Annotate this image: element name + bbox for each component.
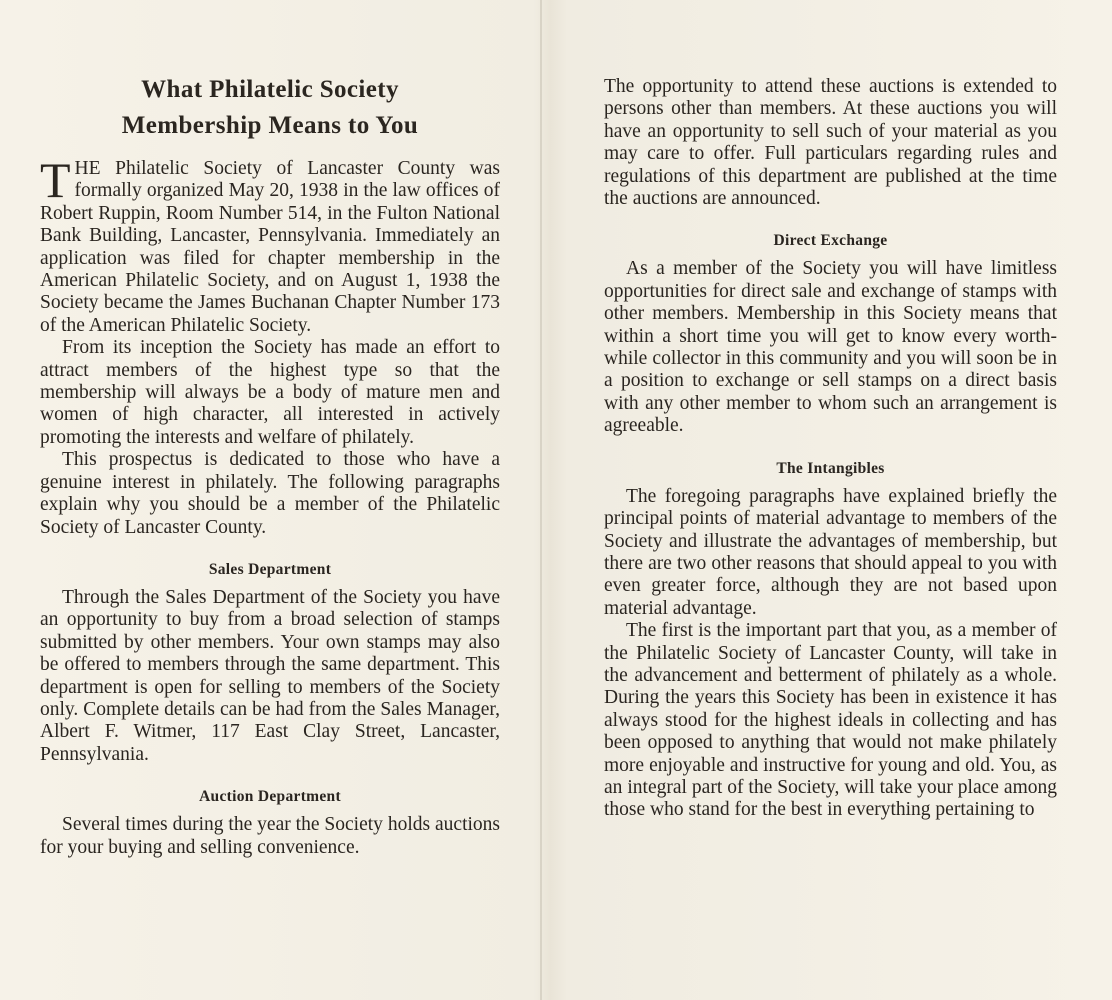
left-page	[0, 0, 540, 1000]
exchange-paragraph: As a member of the Society you will have limitless opportunities for direct sale and exchange of stamps with other members. Membership in this Society means that within a short time you will get to know every worth-while collector in this community and you will soon be in a position to exchange or sell stamps on a direct basis with any other member to whom such an arrangement is agreeable.	[604, 258, 1057, 437]
drop-cap: T	[40, 152, 71, 208]
intangibles-paragraph-1: The foregoing paragraphs have explained briefly the principal points of material advantage to members of the Society and illustrate the advantages of membership, but there are two other reasons that should appeal to you with even greater force, although they are not based upon material advantage.	[604, 485, 1057, 619]
exchange-heading: Direct Exchange	[773, 232, 888, 250]
title-line-2: Membership Means to You	[121, 112, 419, 139]
auction-paragraph: Several times during the year the Society holds auctions for your buying and selling convenience.	[40, 814, 500, 858]
intro-text: HE Philatelic Society of Lancaster County was formally organized May 20, 1938 in the law offices of Robert Ruppin, Room Number 514, in the Fulton National Bank Building, Lancaster, Pennsylvania. Immediately an application was filed for chapter membership in the American Philatelic Society, and on August 1, 1938 the Society became the James Buchanan Chapter Number 173 of the American Philatelic Society.	[40, 158, 500, 336]
auction-continued-paragraph: The opportunity to attend these auctions is extended to persons other than members. At these auctions you will have an opportunity to sell such of your material as you may care to offer. Full particulars regarding rules and regulations of this department are published at the time the auctions are announced.	[604, 76, 1057, 210]
sales-heading: Sales Department	[208, 560, 332, 578]
intangibles-heading: The Intangibles	[776, 459, 885, 477]
intro-paragraph	[40, 152, 500, 337]
inception-paragraph: From its inception the Society has made an effort to attract members of the highest type so that the membership will always be a body of mature men and women of high character, all interested in actively promoting the interests and welfare of philately.	[40, 337, 500, 448]
intangibles-paragraph-2: The first is the important part that you, as a member of the Philatelic Society of Lancaster County, will take in the advancement and betterment of philately as a whole. During the years this Society has been in existence it has always stood for the highest ideals in collecting and has been opposed to anything that would not make philately more enjoyable and instructive for young and old. You, as an integral part of the Society, will take your place among those who stand for the best in everything pertaining to	[604, 620, 1057, 821]
auction-heading: Auction Department	[199, 788, 341, 806]
page-title	[40, 72, 500, 144]
title-line-1: What Philatelic Society	[141, 76, 399, 103]
right-page	[542, 0, 1112, 1000]
prospectus-paragraph: This prospectus is dedicated to those who have a genuine interest in philately. The following paragraphs explain why you should be a member of the Philatelic Society of Lancaster County.	[40, 449, 500, 538]
sales-paragraph: Through the Sales Department of the Society you have an opportunity to buy from a broad selection of stamps submitted by other members. Your own stamps may also be offered to members through the same department. This department is open for selling to members of the Society only. Complete details can be had from the Sales Manager, Albert F. Witmer, 117 East Clay Street, Lancaster, Pennsylvania.	[40, 586, 500, 765]
